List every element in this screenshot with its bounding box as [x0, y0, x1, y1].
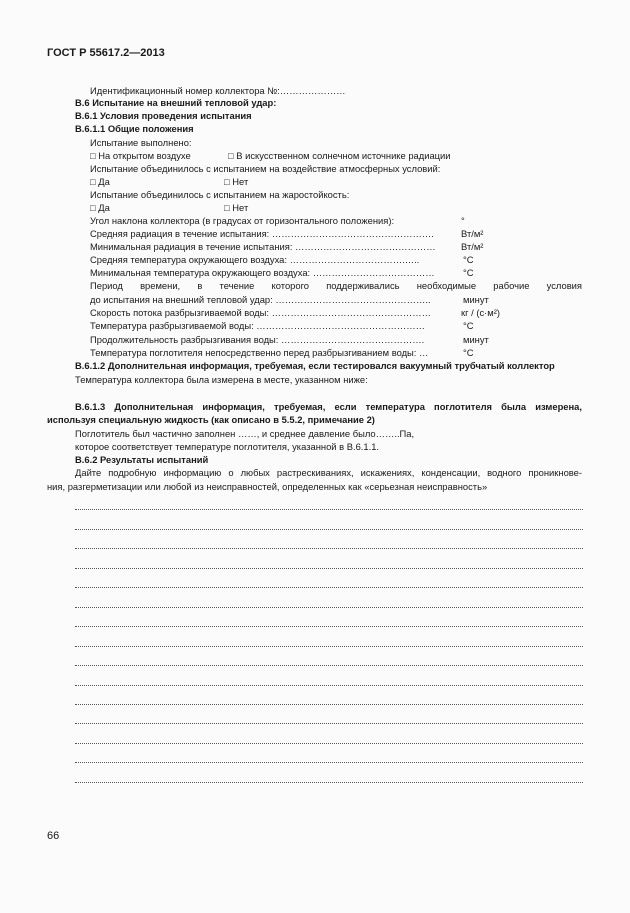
answer-line[interactable] — [75, 645, 583, 647]
answer-line[interactable] — [75, 722, 583, 724]
section-b612-heading: В.6.1.2 Дополнительная информация, требуемая, если тестировался вакуумный трубчатый коллектор — [75, 360, 555, 371]
tilt-label: Угол наклона коллектора (в градусах от горизонтального положения): — [90, 215, 395, 226]
combined-weather-label: Испытание объединилось с испытанием на воздействие атмосферных условий: — [90, 163, 441, 174]
checkbox-heat-yes[interactable]: □ Да — [90, 202, 110, 213]
results-instructions-line1: Дайте подробную информацию о любых растрескиваниях, искажениях, конденсации, водного проникнове- — [75, 467, 582, 478]
answer-line[interactable] — [75, 586, 583, 588]
collector-id-line: Идентификационный номер коллектора №:………………… — [90, 85, 346, 96]
answer-line[interactable] — [75, 606, 583, 608]
test-done-label: Испытание выполнено: — [90, 137, 192, 148]
spray-duration-unit: минут — [463, 334, 489, 345]
avg-temp-label: Средняя температура окружающего воздуха: ……………………………….….. — [90, 254, 420, 265]
answer-line[interactable] — [75, 703, 583, 705]
section-b61-heading: В.6.1 Условия проведения испытания — [75, 110, 252, 121]
section-b613-heading-line1: В.6.1.3 Дополнительная информация, требуемая, если температура поглотителя была измерена, — [75, 401, 582, 412]
checkbox-weather-yes[interactable]: □ Да — [90, 176, 110, 187]
min-temp-unit: °С — [463, 267, 474, 278]
answer-line[interactable] — [75, 625, 583, 627]
answer-line[interactable] — [75, 567, 583, 569]
answer-line[interactable] — [75, 684, 583, 686]
checkbox-artificial-source[interactable]: □ В искусственном солнечном источнике радиации — [228, 150, 451, 161]
partial-fill-text: Поглотитель был частично заполнен ……, и среднее давление было……..Па, — [75, 428, 415, 439]
answer-line[interactable] — [75, 547, 583, 549]
avg-temp-unit: °С — [463, 254, 474, 265]
answer-line[interactable] — [75, 664, 583, 666]
section-b613-heading-line2: используя специальную жидкость (как описано в 5.5.2, примечание 2) — [47, 414, 375, 425]
tilt-unit: ° — [461, 215, 465, 226]
checkbox-weather-no[interactable]: □ Нет — [224, 176, 249, 187]
corresponds-text: которое соответствует температуре поглотителя, указанной в В.6.1.1. — [75, 441, 380, 452]
period-unit: минут — [463, 294, 489, 305]
spray-duration-label: Продолжительность разбрызгивания воды: ………………………………………. — [90, 334, 425, 345]
answer-line[interactable] — [75, 742, 583, 744]
flow-rate-label: Скорость потока разбрызгиваемой воды: …………………………………………… — [90, 307, 431, 318]
section-b6-heading: В.6 Испытание на внешний тепловой удар: — [75, 97, 277, 108]
period-label-line1: Период времени, в течение которого поддерживались необходимые рабочие условия — [90, 280, 582, 291]
answer-line[interactable] — [75, 761, 583, 763]
section-b62-heading: В.6.2 Результаты испытаний — [75, 454, 209, 465]
document-header: ГОСТ Р 55617.2—2013 — [47, 47, 165, 59]
avg-radiation-label: Средняя радиация в течение испытания: ……………………………………………. — [90, 228, 434, 239]
checkbox-open-air[interactable]: □ На открытом воздухе — [90, 150, 191, 161]
avg-radiation-unit: Вт/м² — [461, 228, 484, 239]
flow-rate-unit: кг / (с·м²) — [461, 307, 500, 318]
answer-line[interactable] — [75, 528, 583, 530]
combined-heat-label: Испытание объединилось с испытанием на жаростойкость: — [90, 189, 350, 200]
checkbox-heat-no[interactable]: □ Нет — [224, 202, 249, 213]
page-number: 66 — [47, 830, 60, 842]
answer-line[interactable] — [75, 508, 583, 510]
absorber-temp-unit: °С — [463, 347, 474, 358]
b612-text: Температура коллектора была измерена в месте, указанном ниже: — [75, 374, 368, 385]
min-temp-label: Минимальная температура окружающего воздуха: ………………………………… — [90, 267, 435, 278]
min-radiation-label: Минимальная радиация в течение испытания: ……………………………………… — [90, 241, 436, 252]
section-b611-heading: В.6.1.1 Общие положения — [75, 123, 194, 134]
absorber-temp-label: Температура поглотителя непосредственно перед разбрызгиванием воды: … — [90, 347, 429, 358]
answer-line[interactable] — [75, 781, 583, 783]
results-instructions-line2: ния, разгерметизации или любой из неисправностей, определенных как «серьезная неисправность» — [47, 481, 488, 492]
min-radiation-unit: Вт/м² — [461, 241, 484, 252]
period-label-line2: до испытания на внешний тепловой удар: ………………………………………….. — [90, 294, 431, 305]
spray-temp-unit: °С — [463, 320, 474, 331]
spray-temp-label: Температура разбрызгиваемой воды: ……………………………………………… — [90, 320, 426, 331]
